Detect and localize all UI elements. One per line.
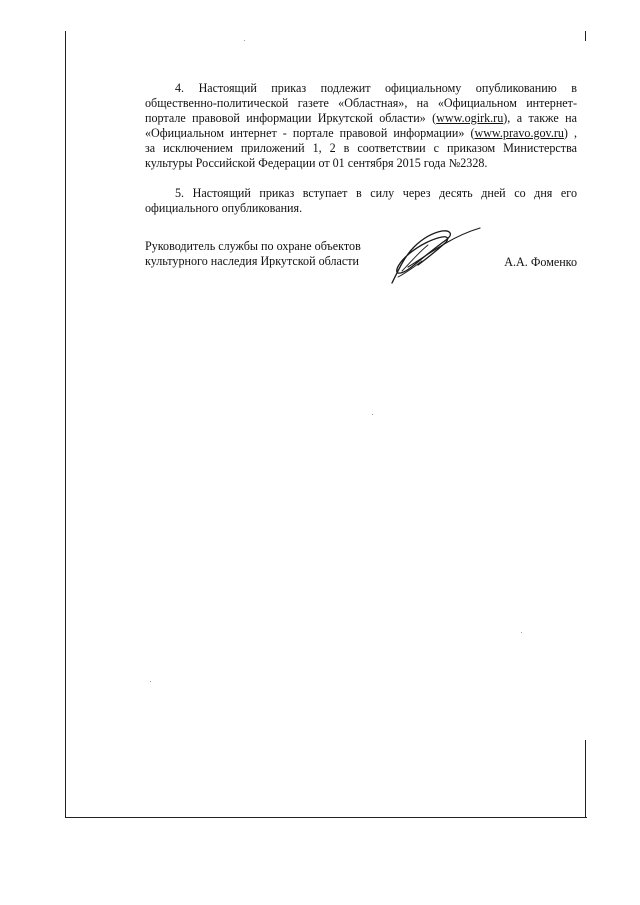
signatory-title: [145, 239, 361, 269]
paragraph-line: общественно-политической газете «Областная», на «Официальном интернет-: [145, 96, 577, 110]
paragraph-line: 5. Настоящий приказ вступает в силу через десять дней со дня его: [175, 186, 577, 200]
link-ogirk[interactable]: www.ogirk.ru: [436, 111, 504, 125]
paragraph-4: [145, 81, 577, 171]
paragraph-line: 4. Настоящий приказ подлежит официальному опубликованию в: [175, 81, 577, 95]
signature-block: [145, 239, 577, 289]
text-fragment: портале правовой информации Иркутской области» (: [145, 111, 437, 125]
paragraph-line: за исключением приложений 1, 2 в соответствии с приказом Министерства: [145, 141, 577, 155]
text-fragment: «Официальном интернет - портале правовой информации» (: [145, 126, 475, 140]
signatory-name: А.А. Фоменко: [504, 255, 577, 269]
scan-speck: [244, 40, 245, 41]
handwritten-signature: [388, 227, 483, 285]
document-body: [145, 81, 577, 216]
link-pravo[interactable]: www.pravo.gov.ru: [474, 126, 564, 140]
page-edge-tick: [585, 31, 586, 41]
signatory-title-line: Руководитель службы по охране объектов: [145, 239, 361, 253]
paragraph-line: [145, 111, 577, 126]
page-edge-right: [585, 740, 586, 818]
paragraph-line: культуры Российской Федерации от 01 сентября 2015 года №2328.: [145, 156, 488, 170]
text-fragment: ) ,: [563, 126, 577, 140]
scan-speck: [150, 681, 151, 682]
signatory-title-line: культурного наследия Иркутской области: [145, 254, 360, 268]
text-fragment: ), а также на: [503, 111, 577, 125]
paragraph-5: [145, 186, 577, 216]
scan-speck: [372, 414, 373, 415]
paragraph-line: официального опубликования.: [145, 201, 303, 215]
paragraph-line: [145, 126, 577, 141]
scan-speck: [521, 632, 522, 633]
